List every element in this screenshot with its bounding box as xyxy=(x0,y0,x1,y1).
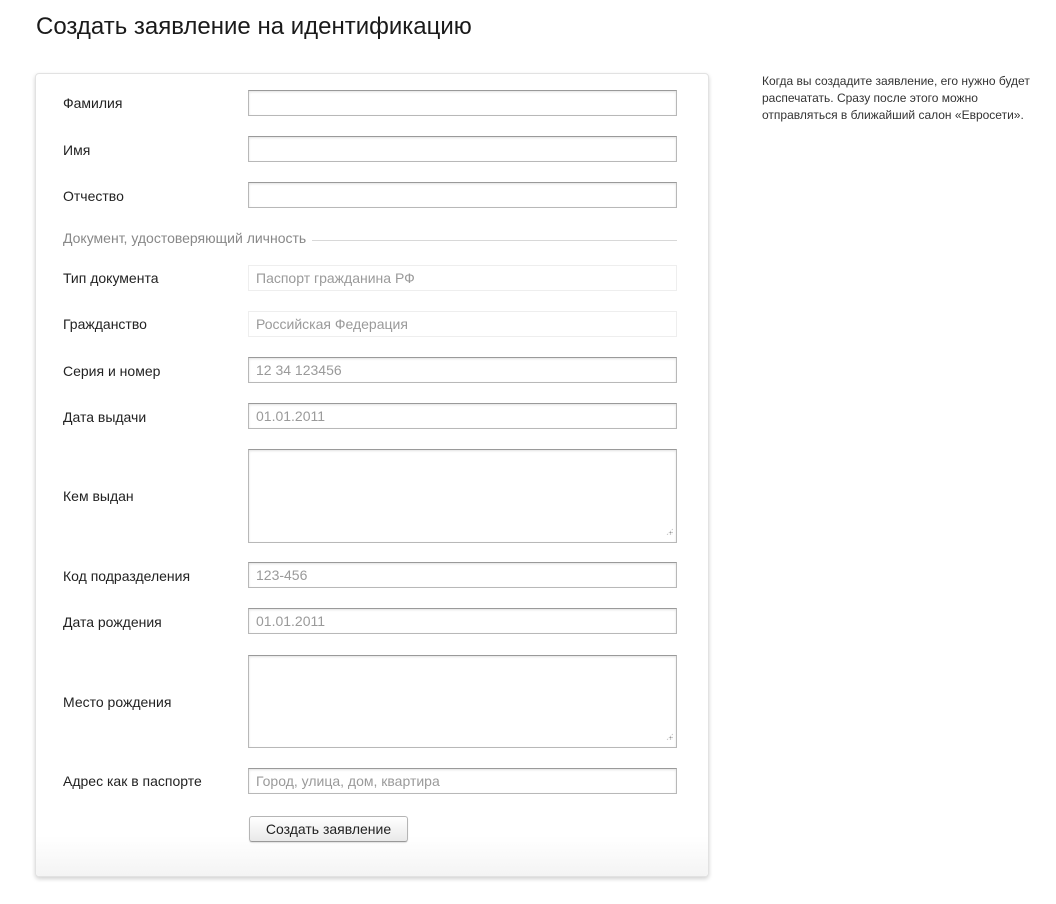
sidebar-hint: Когда вы создадите заявление, его нужно будет распечатать. Сразу после этого можно отправляться в ближайший салон «Евросети». xyxy=(762,74,1030,122)
patronymic-input[interactable] xyxy=(248,182,677,208)
identification-form xyxy=(35,73,709,877)
first-name-input[interactable] xyxy=(248,136,677,162)
series-number-label: Серия и номер xyxy=(63,363,161,379)
citizenship-field xyxy=(248,311,677,337)
patronymic-label: Отчество xyxy=(63,188,124,204)
first-name-label: Имя xyxy=(63,142,91,158)
issued-by-textarea[interactable] xyxy=(248,449,677,543)
create-application-button[interactable]: Создать заявление xyxy=(249,816,408,842)
last-name-input[interactable] xyxy=(248,90,677,116)
birth-date-input[interactable] xyxy=(248,608,677,634)
page-title: Создать заявление на идентификацию xyxy=(36,13,472,40)
section-divider xyxy=(312,240,677,241)
last-name-label: Фамилия xyxy=(63,95,123,111)
birth-place-label: Место рождения xyxy=(63,694,172,710)
panel-footer-shade xyxy=(36,836,708,876)
address-input[interactable] xyxy=(248,768,677,794)
citizenship-label: Гражданство xyxy=(63,316,147,332)
birth-date-label: Дата рождения xyxy=(63,614,162,630)
document-type-field xyxy=(248,265,677,291)
issue-date-label: Дата выдачи xyxy=(63,409,147,425)
document-section-heading xyxy=(63,229,677,247)
issued-by-label: Кем выдан xyxy=(63,488,134,504)
birth-place-textarea[interactable] xyxy=(248,655,677,748)
division-code-label: Код подразделения xyxy=(63,568,191,584)
series-number-input[interactable] xyxy=(248,357,677,383)
document-section-title: Документ, удостоверяющий личность xyxy=(63,230,307,246)
division-code-input[interactable] xyxy=(248,562,677,588)
issue-date-input[interactable] xyxy=(248,403,677,429)
address-label: Адрес как в паспорте xyxy=(63,773,202,789)
document-type-label: Тип документа xyxy=(63,270,159,286)
